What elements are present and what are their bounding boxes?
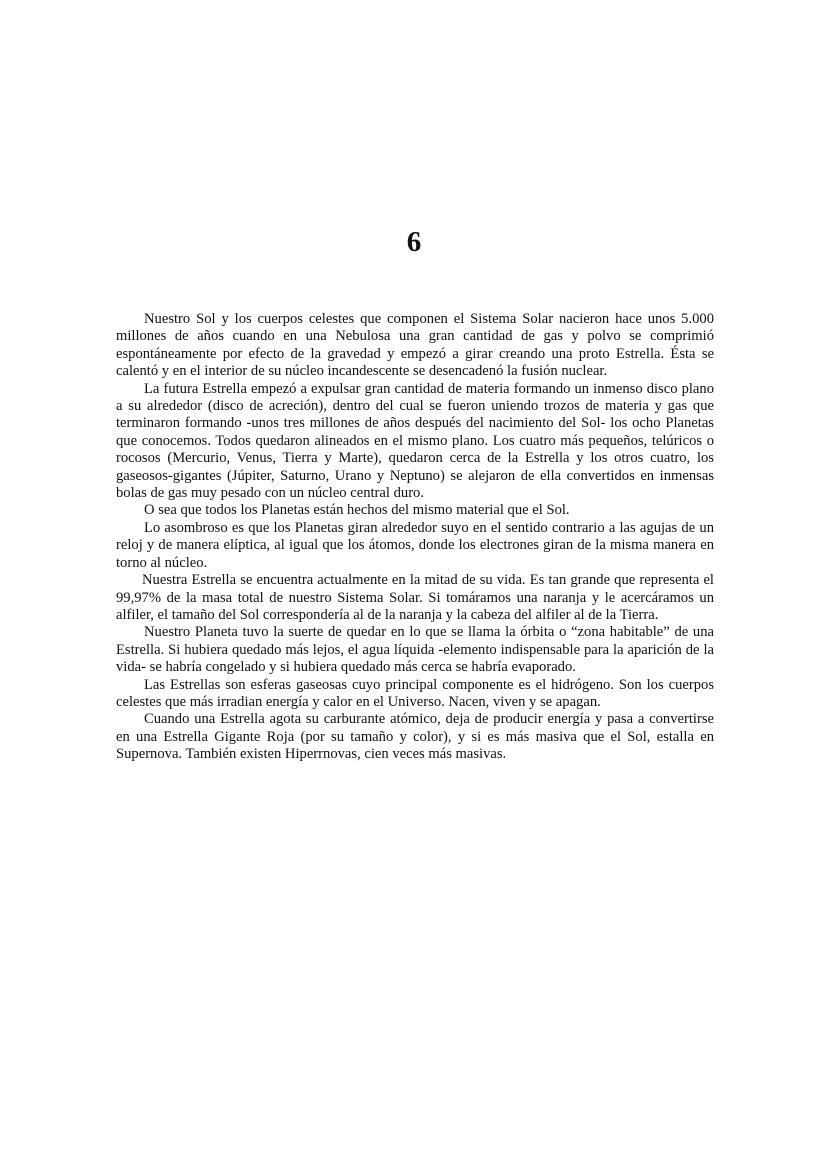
paragraph-supernova: Cuando una Estrella agota su carburante atómico, deja de producir energía y pasa a convertirse en una Estrella Gigante Roja (por su tamaño y color), y si es más masiva que el Sol, estalla en Supernova. También existen Hiperrnovas, cien veces más masivas. (116, 711, 714, 763)
page-number: 6 (406, 226, 422, 258)
paragraph-stars: Las Estrellas son esferas gaseosas cuyo principal componente es el hidrógeno. Son los cuerpos celestes que más irradian energía y calor en el Universo. Nacen, viven y se apagan. (116, 676, 714, 710)
paragraph-same-material: O sea que todos los Planetas están hechos del mismo material que el Sol. (144, 502, 570, 519)
paragraph-orbits: Lo asombroso es que los Planetas giran alrededor suyo en el sentido contrario a las agujas de un reloj y de manera elíptica, al igual que los átomos, donde los electrones giran de la misma manera en torno al núcleo. (116, 519, 714, 571)
paragraph-habitable-zone: Nuestro Planeta tuvo la suerte de quedar en lo que se llama la órbita o “zona habitable” de una Estrella. Si hubiera quedado más lejos, el agua líquida -elemento indispensable para la aparición de la vida- se habría congelado y si hubiera quedado más cerca se habría evaporado. (116, 624, 714, 676)
paragraph-solar-system-origin: Nuestro Sol y los cuerpos celestes que componen el Sistema Solar nacieron hace unos 5.000 millones de años cuando en una Nebulosa una gran cantidad de gas y polvo se comprimió espontáneamente por efecto de la gravedad y empezó a girar creando una proto Estrella. Ésta se calentó y en el interior de su núcleo incandescente se desencadenó la fusión nuclear. (116, 311, 714, 380)
body-text (116, 311, 714, 764)
paragraph-sun-mass: Nuestra Estrella se encuentra actualmente en la mitad de su vida. Es tan grande que representa el 99,97% de la masa total de nuestro Sistema Solar. Si tomáramos una naranja y le acercáramos un alfiler, el tamaño del Sol correspondería al de la naranja y la cabeza del alfiler al de la Tierra. (116, 572, 714, 623)
paragraph-accretion-disk: La futura Estrella empezó a expulsar gran cantidad de materia formando un inmenso disco plano a su alrededor (disco de acreción), dentro del cual se fueron uniendo trozos de materia y gas que terminaron formando -unos tres millones de años después del nacimiento del Sol- los ocho Planetas que conocemos. Todos quedaron alineados en el mismo plano. Los cuatro más pequeños, telúricos o rocosos (Mercurio, Venus, Tierra y Marte), quedaron cerca de la Estrella y los otros cuatro, los gaseosos-gigantes (Júpiter, Saturno, Urano y Neptuno) se alejaron de ella convertidos en inmensas bolas de gas muy pesado con un núcleo central duro. (116, 380, 714, 502)
